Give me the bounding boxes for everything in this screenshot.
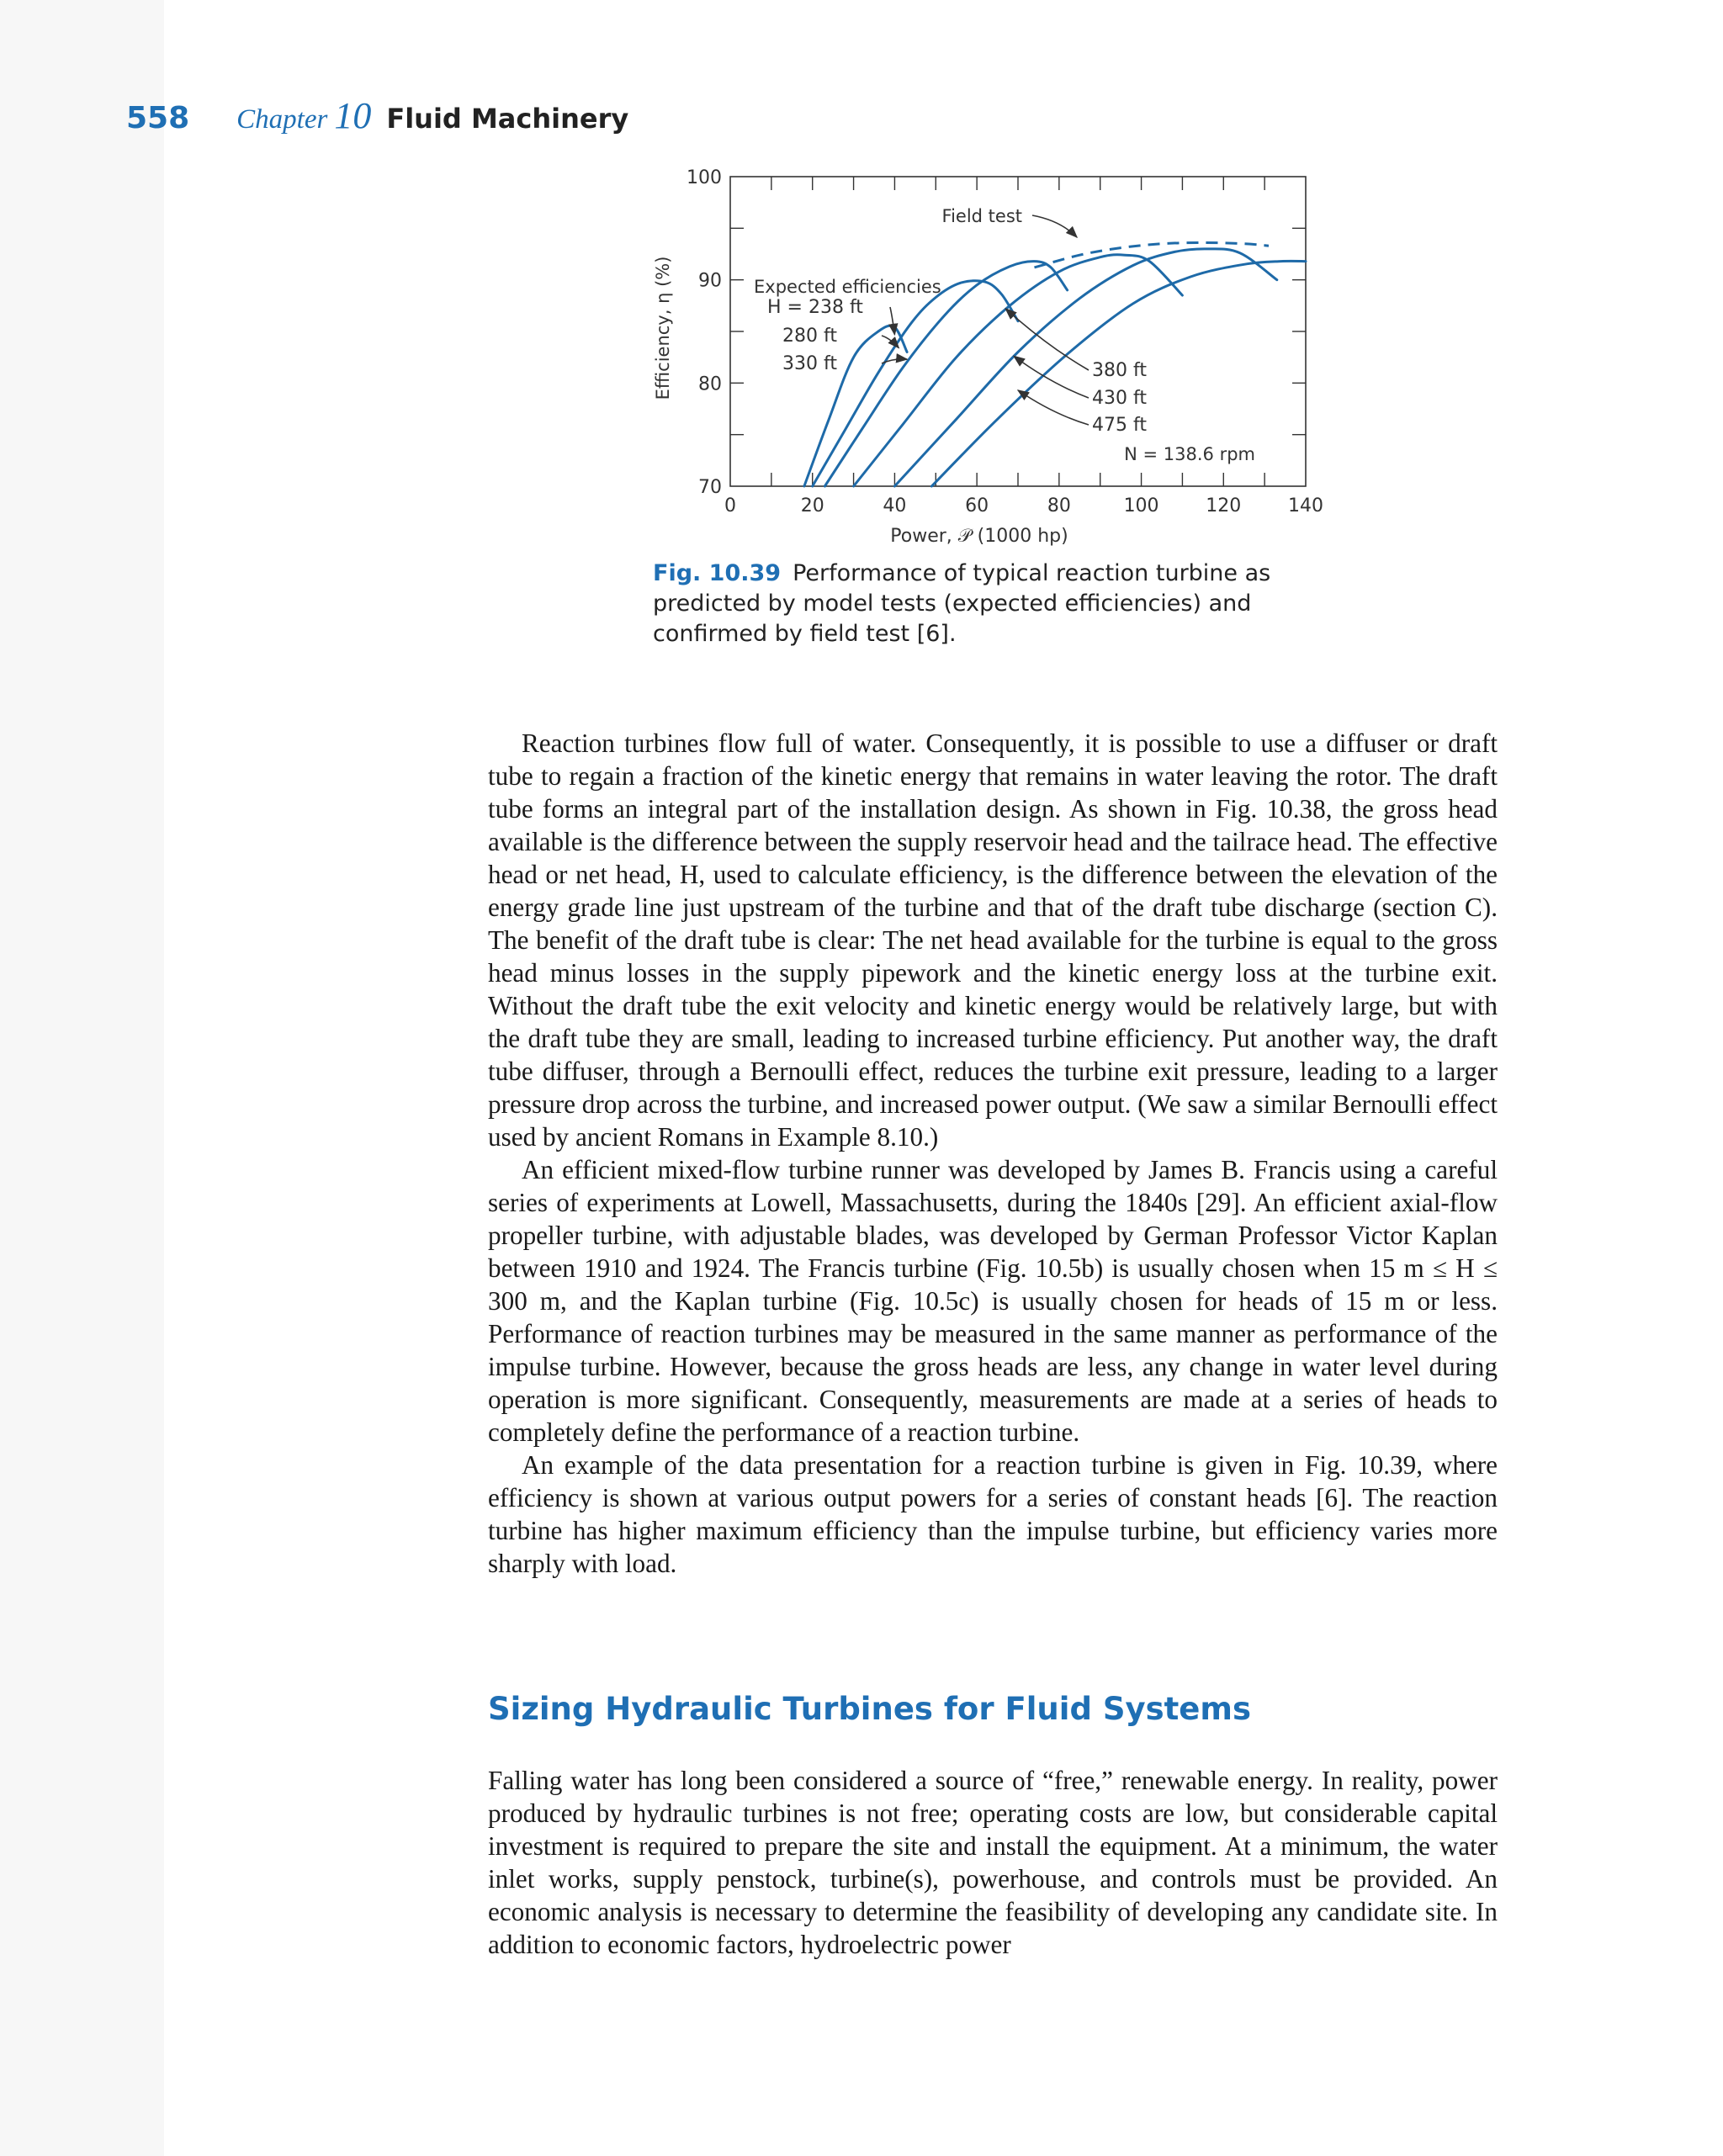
x-tick-label: 140 [1288,495,1323,516]
x-tick-label: 40 [883,495,907,516]
head-leader-arrow [890,307,894,335]
x-tick-label: 60 [965,495,989,516]
y-axis-label: Efficiency, η (%) [653,256,673,400]
x-tick-label: 80 [1047,495,1071,516]
section-heading: Sizing Hydraulic Turbines for Fluid Systems [488,1691,1251,1727]
body-text [488,727,1498,1580]
figure-caption [653,559,1351,649]
page-margin-band [0,0,164,2156]
x-tick-label: 100 [1123,495,1159,516]
running-header [126,94,628,138]
paragraph: An example of the data presentation for a reaction turbine is given in Fig. 10.39, where efficiency is shown at various output powers for a series of constant heads [6]. The reaction turbine has higher maximum efficiency than the impulse turbine, but efficiency varies more sharply with load. [488,1450,1498,1578]
y-tick-label: 100 [687,167,722,188]
head-label: 380 ft [1092,360,1147,381]
field-test-arrow [1032,215,1077,237]
head-label: H = 238 ft [767,297,863,318]
head-leader-arrow [1018,390,1089,425]
head-label: 280 ft [782,326,837,347]
paragraph: An efficient mixed-flow turbine runner was developed by James B. Francis using a careful series of experiments at Lowell, Massachusetts, during the 1840s [29]. An efficient axial-flow propeller turbine, with adjustable blades, was developed by German Professor Victor Kaplan between 1910 and 1924. The Francis turbine (Fig. 10.5b) is usually chosen when 15 m ≤ H ≤ 300 m, and the Kaplan turbine (Fig. 10.5c) is usually chosen for heads of 15 m or less. Performance of reaction turbines may be measured in the same manner as performance of the impulse turbine. However, because the gross heads are less, any change in water level during operation is more significant. Consequently, measurements are made at a series of heads to completely define the performance of a reaction turbine. [488,1155,1498,1447]
chapter-title: Fluid Machinery [386,103,629,135]
x-tick-label: 20 [800,495,824,516]
chapter-word: Chapter [236,104,328,135]
efficiency-chart [639,160,1363,564]
head-label: 430 ft [1092,388,1147,409]
head-leader-arrow [1005,309,1089,370]
field-test-label: Field test [941,206,1022,226]
head-leader-arrow [882,336,899,348]
x-axis-label: Power, 𝒫 (1000 hp) [890,526,1068,547]
rpm-label: N = 138.6 rpm [1124,444,1255,464]
figure-caption-text: Performance of typical reaction turbine as predicted by model tests (expected efficiencies) and confirmed by field test [6]. [653,560,1271,647]
chapter-number: 10 [334,95,372,136]
head-label: 475 ft [1092,415,1147,436]
section-body-text [488,1764,1498,1961]
expected-efficiencies-label: Expected efficiencies [754,277,941,297]
y-tick-label: 80 [698,373,722,395]
x-tick-label: 0 [724,495,736,516]
page-number: 558 [126,101,190,135]
y-tick-label: 70 [698,477,722,498]
figure-label: Fig. 10.39 [653,560,782,586]
y-tick-label: 90 [698,270,722,292]
x-tick-label: 120 [1206,495,1242,516]
paragraph: Reaction turbines flow full of water. Consequently, it is possible to use a diffuser or draft tube to regain a fraction of the kinetic energy that remains in water leaving the rotor. The draft tube forms an integral part of the installation design. As shown in Fig. 10.38, the gross head available is the difference between the supply reservoir head and the tailrace head. The effective head or net head, H, used to calculate efficiency, is the difference between the elevation of the energy grade line just upstream of the turbine and that of the draft tube discharge (section C). The benefit of the draft tube is clear: The net head available for the turbine is equal to the gross head minus losses in the supply pipework and the kinetic energy loss at the turbine exit. Without the draft tube the exit velocity and kinetic energy would be relatively large, but with the draft tube they are small, leading to increased turbine efficiency. Put another way, the draft tube diffuser, through a Bernoulli effect, reduces the turbine exit pressure, leading to a larger pressure drop across the turbine, and increased power output. (We saw a similar Bernoulli effect used by ancient Romans in Example 8.10.) [488,728,1498,1152]
paragraph: Falling water has long been considered a source of “free,” renewable energy. In reality, power produced by hydraulic turbines is not free; operating costs are low, but considerable capital investment is required to prepare the site and install the equipment. At a minimum, the water inlet works, supply penstock, turbine(s), powerhouse, and controls must be provided. An economic analysis is necessary to determine the feasibility of developing any candidate site. In addition to economic factors, hydroelectric power [488,1766,1498,1959]
head-label: 330 ft [782,353,837,374]
